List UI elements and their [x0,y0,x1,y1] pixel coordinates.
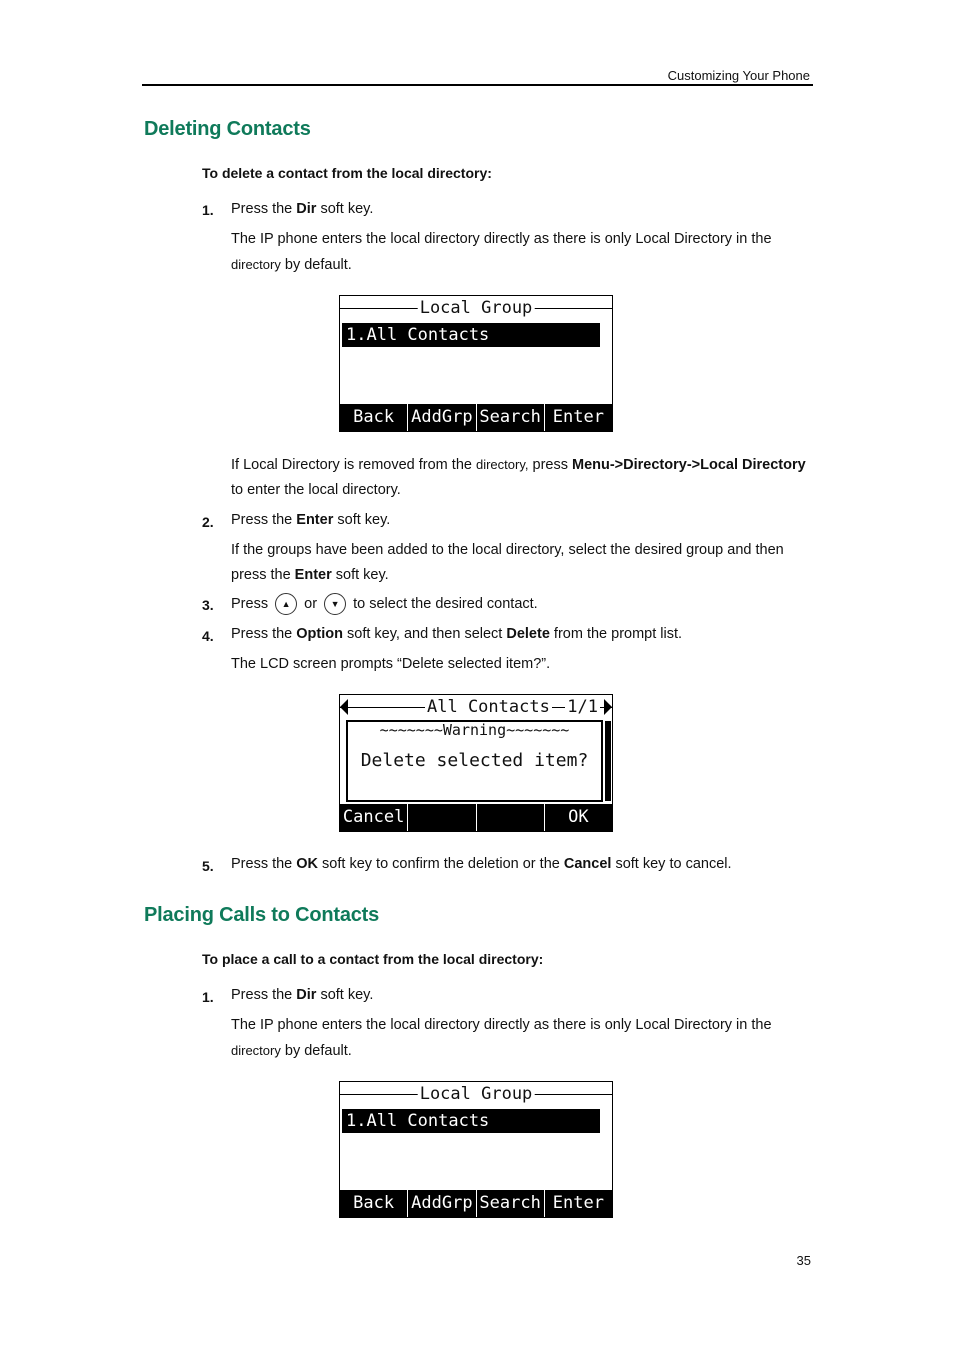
step-note: The IP phone enters the local directory directly as there is only Local Directory in the directory by default. [231,231,772,273]
running-header: Customizing Your Phone [667,68,810,83]
lcd-page-indicator: 1/1 [567,697,598,717]
step-number: 4. [202,628,214,644]
section-heading-deleting: Deleting Contacts [144,118,311,140]
softkey-search: Search [476,404,544,431]
lcd-screen-local-group-2 [339,1081,613,1218]
softkey-addgrp: AddGrp [407,404,475,431]
step-number: 1. [202,989,214,1005]
softkey-enter: Enter [544,1190,612,1217]
lcd-title-bar [340,1084,612,1104]
step-text: Press the Dir soft key. [231,201,374,217]
right-arrow-icon [604,699,612,715]
up-arrow-key-icon: ▲ [275,593,297,615]
down-arrow-key-icon: ▼ [324,593,346,615]
step-note: The LCD screen prompts “Delete selected item?”. [231,656,551,672]
step-text: Press ▲ or ▼ to select the desired contact. [231,592,821,617]
softkey-back: Back [353,1193,395,1213]
page-number: 35 [796,1253,811,1268]
warning-message: Delete selected item? [360,750,589,771]
warning-dialog [346,720,603,802]
step-number: 2. [202,514,214,530]
softkey-empty [476,804,544,831]
lcd-title: All Contacts [427,697,550,717]
lcd-title: Local Group [419,298,533,318]
warning-title: ~~~~~~~Warning~~~~~~~ [379,722,570,738]
procedure-intro-delete: To delete a contact from the local directory: [202,165,492,181]
step-text: Press the Dir soft key. [231,987,374,1003]
lcd-scrollbar [605,721,611,801]
step-note: If Local Directory is removed from the directory, press Menu->Directory->Local Directory to enter the local directory. [231,457,806,498]
lcd-selected-item: 1.All Contacts [342,323,600,347]
lcd-softkey-bar [340,1190,612,1217]
step-number: 1. [202,202,214,218]
step-note: The IP phone enters the local directory directly as there is only Local Directory in the directory by default. [231,1017,772,1059]
softkey-search: Search [476,1190,544,1217]
soft-key-name: Dir [296,201,317,217]
step-note: If the groups have been added to the local directory, select the desired group and then press the Enter soft key. [231,542,784,583]
softkey-addgrp: AddGrp [407,1190,475,1217]
section-heading-placing: Placing Calls to Contacts [144,904,380,926]
softkey-enter: Enter [544,404,612,431]
lcd-softkey-bar [340,804,612,831]
step-text: Press the OK soft key to confirm the deletion or the Cancel soft key to cancel. [231,856,732,872]
lcd-screen-local-group [339,295,613,432]
softkey-empty [407,804,475,831]
lcd-title-bar [340,697,612,717]
lcd-selected-item: 1.All Contacts [342,1109,600,1133]
lcd-screen-warning [339,694,613,832]
lcd-softkey-bar [340,404,612,431]
step-number: 3. [202,597,214,613]
menu-path: Menu->Directory->Local Directory [572,457,806,473]
header-rule [142,84,813,86]
step-text: Press the Enter soft key. [231,512,391,528]
softkey-ok: OK [544,804,612,831]
softkey-cancel: Cancel [342,807,405,827]
softkey-back: Back [353,407,395,427]
left-arrow-icon [340,699,348,715]
step-number: 5. [202,858,214,874]
step-text: Press the Option soft key, and then select Delete from the prompt list. [231,626,683,642]
procedure-intro-place: To place a call to a contact from the local directory: [202,951,544,967]
lcd-title-bar [340,298,612,318]
lcd-title: Local Group [419,1084,533,1104]
